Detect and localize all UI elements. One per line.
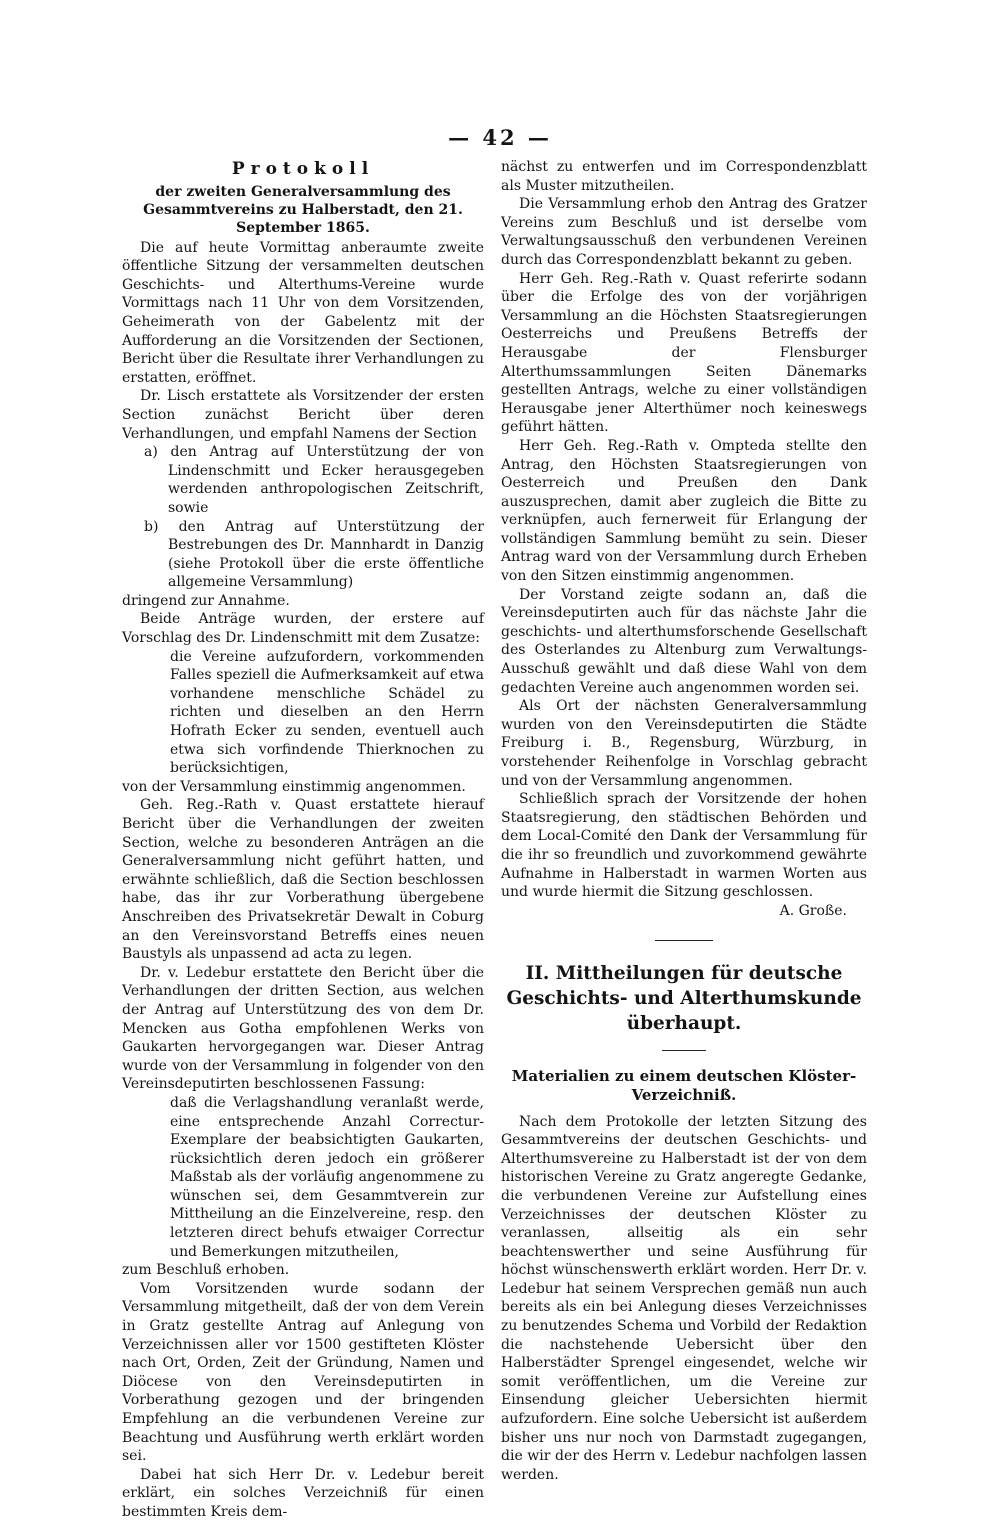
- paragraph: Schließlich sprach der Vorsitzende der hohen Staatsregierung, den städtischen Behörden und dem Local-Comité den Dank der Versammlung für die ihr so freundlich und zuvorkommend gewährte Aufnahme in Halberstadt in warmen Worten aus und wurde hiermit die Sitzung geschlossen.: [501, 791, 867, 901]
- protocol-subtitle: der zweiten Generalversammlung des Gesammtvereins zu Halberstadt, den 21. September 1865.: [143, 183, 463, 236]
- list-item: a) den Antrag auf Unterstützung der von Lindenschmitt und Ecker herausgegeben werdenden anthropologischen Zeitschrift, sowie: [144, 444, 484, 516]
- paragraph-end: von der Versammlung einstimmig angenommen.: [122, 778, 466, 795]
- block-quote: daß die Verlagshandlung veranlaßt werde, eine entsprechende Anzahl Correctur-Exemplare der beabsichtigten Gaukarten, rücksichtlich deren jedoch ein größerer Maßstab als der vorläufig angenommene zu wünschen sei, dem Gesammtverein zur Mittheilung an die Einzelvereine, resp. den letzteren direct behufs etwaiger Correctur und Bemerkungen mitzutheilen,: [170, 1094, 484, 1260]
- divider: [662, 1050, 706, 1051]
- page-number: — 42 —: [448, 125, 552, 150]
- paragraph: Dabei hat sich Herr Dr. v. Ledebur bereit erklärt, ein solches Verzeichniß für einen bestimmten Kreis dem-: [122, 1466, 484, 1520]
- paragraph: Die auf heute Vormittag anberaumte zweite öffentliche Sitzung der versammelten deutschen Geschichts- und Alterthums-Vereine wurde Vormittags nach 11 Uhr von dem Vorsitzenden, Geheimerath von der Gabelentz mit der Aufforderung an die Vorsitzenden der Sectionen, Bericht über die Resultate ihrer Verhandlungen zu erstatten, eröffnet.: [122, 239, 484, 386]
- paragraph: Nach dem Protokolle der letzten Sitzung des Gesammtvereins der deutschen Geschichts- und Alterthumsvereine zu Halberstadt ist der von dem historischen Vereine zu Gratz angeregte Gedanke, die verbundenen Vereine zur Aufstellung eines Verzeichnisses der deutschen Klöster zu veranlassen, allseitig als ein sehr beachtenswerther und seine Ausführung für höchst wünschenswerth erklärt worden. Herr Dr. v. Ledebur hat seinem Versprechen gemäß nun auch bereits als ein bei Anlegung dieses Verzeichnisses zu benutzendes Schema und Vorbild der Redaktion die nachstehende Uebersicht über den Halberstädter Sprengel eingesendet, welche wir somit veröffentlichen, um die Vereine zur Einsendung gleicher Uebersichten hiermit aufzufordern. Eine solche Uebersicht ist außerdem bisher uns nur noch von Darmstadt zugegangen, die wir der des Herrn v. Ledebur nachfolgen lassen werden.: [501, 1113, 867, 1483]
- paragraph: Als Ort der nächsten Generalversammlung wurden von den Vereinsdeputirten die Städte Freiburg i. B., Regensburg, Würzburg, in vorstehender Reihenfolge in Vorschlag gebracht und von der Versammlung angenommen.: [501, 698, 867, 789]
- subsection-title: Materialien zu einem deutschen Klöster-Verzeichniß.: [511, 1067, 857, 1104]
- section-title: II. Mittheilungen für deutsche Geschichts- und Alterthumskunde überhaupt.: [506, 963, 862, 1035]
- paragraph-end: zum Beschluß erhoben.: [122, 1262, 290, 1279]
- paragraph-end: dringend zur Annahme.: [122, 592, 290, 609]
- paragraph: Herr Geh. Reg.-Rath v. Ompteda stellte den Antrag, den Höchsten Staatsregierungen von Oesterreich und Preußen den Dank auszusprechen, damit aber zugleich die Bitte zu verknüpfen, auch fernerweit für Erlangung der vollständigen Sammlung bemüht zu sein. Dieser Antrag ward von der Versammlung durch Erheben von den Sitzen einstimmig angenommen.: [501, 437, 867, 585]
- paragraph: Herr Geh. Reg.-Rath v. Quast referirte sodann über die Erfolge des von der vorjährigen Versammlung an die Höchsten Staatsregierungen Oesterreichs und Preußens Betreffs der Herausgabe der Flensburger Alterthumssammlungen Seiten Dänemarks gestellten Antrags, welche zu einer vollständigen Herausgabe jener Alterthümer noch keineswegs geführt hätten.: [501, 270, 867, 436]
- paragraph: Vom Vorsitzenden wurde sodann der Versammlung mitgetheilt, daß der von dem Verein in Gratz gestellte Antrag auf Anlegung von Verzeichnissen aller vor 1500 gestifteten Klöster nach Ort, Orden, Zeit der Gründung, Namen und Diöcese von den Vereinsdeputirten in Vorberathung gezogen und der bringenden Empfehlung an die verbundenen Vereine zur Beachtung und Ausführung werth erklärt worden sei.: [122, 1280, 484, 1465]
- protocol-title: Protokoll: [231, 159, 375, 179]
- signature: A. Große.: [779, 902, 847, 919]
- right-column: [501, 158, 867, 1484]
- paragraph: Der Vorstand zeigte sodann an, daß die Vereinsdeputirten auch für das nächste Jahr die geschichts- und alterthumsforschende Gesellschaft des Osterlandes zu Altenburg zum Verwaltungs-Ausschuß gewählt und daß diese Wahl von dem gedachten Vereine auch angenommen worden sei.: [501, 586, 867, 696]
- paragraph: Die Versammlung erhob den Antrag des Gratzer Vereins zum Beschluß und ist derselbe vom Verwaltungsausschuß den verbundenen Vereinen durch das Correspondenzblatt bekannt zu geben.: [501, 196, 867, 268]
- paragraph: Beide Anträge wurden, der erstere auf Vorschlag des Dr. Lindenschmitt mit dem Zusatze:: [122, 611, 484, 647]
- block-quote: die Vereine aufzufordern, vorkommenden Falles speziell die Aufmerksamkeit auf etwa vorhandene menschliche Schädel zu richten und dieselben an den Herrn Hofrath Ecker zu senden, eventuell auch etwa sich vorfindende Thierknochen zu berücksichtigen,: [170, 648, 484, 777]
- paragraph: nächst zu entwerfen und im Correspondenzblatt als Muster mitzutheilen.: [501, 159, 867, 194]
- paragraph: Dr. v. Ledebur erstattete den Bericht über die Verhandlungen der dritten Section, aus welchen der Antrag auf Unterstützung des von dem Dr. Mencken aus Gotha empfohlenen Werks von Gaukarten hervorgegangen war. Dieser Antrag wurde von der Versammlung in folgender von den Vereinsdeputirten beschlossenen Fassung:: [122, 964, 484, 1093]
- list-item: b) den Antrag auf Unterstützung der Bestrebungen des Dr. Mannhardt in Danzig (siehe Protokoll über die erste öffentliche allgemeine Versammlung): [144, 518, 484, 591]
- paragraph: Geh. Reg.-Rath v. Quast erstattete hierauf Bericht über die Verhandlungen der zweiten Section, welche zu besonderen Anträgen an die Generalversammlung nicht geführt hatten, und erwähnte schließlich, daß die Section beschlossen habe, das ihr zur Vorberathung übergebene Anschreiben des Privatsekretär Dewalt in Coburg an den Vereinsvorstand Betreffs eines neuen Baustyls als unpassend ad acta zu legen.: [122, 797, 484, 963]
- divider: [655, 940, 713, 941]
- left-column: [122, 158, 484, 1522]
- paragraph: Dr. Lisch erstattete als Vorsitzender der ersten Section zunächst Bericht über deren Verhandlungen, und empfahl Namens der Section: [122, 388, 484, 442]
